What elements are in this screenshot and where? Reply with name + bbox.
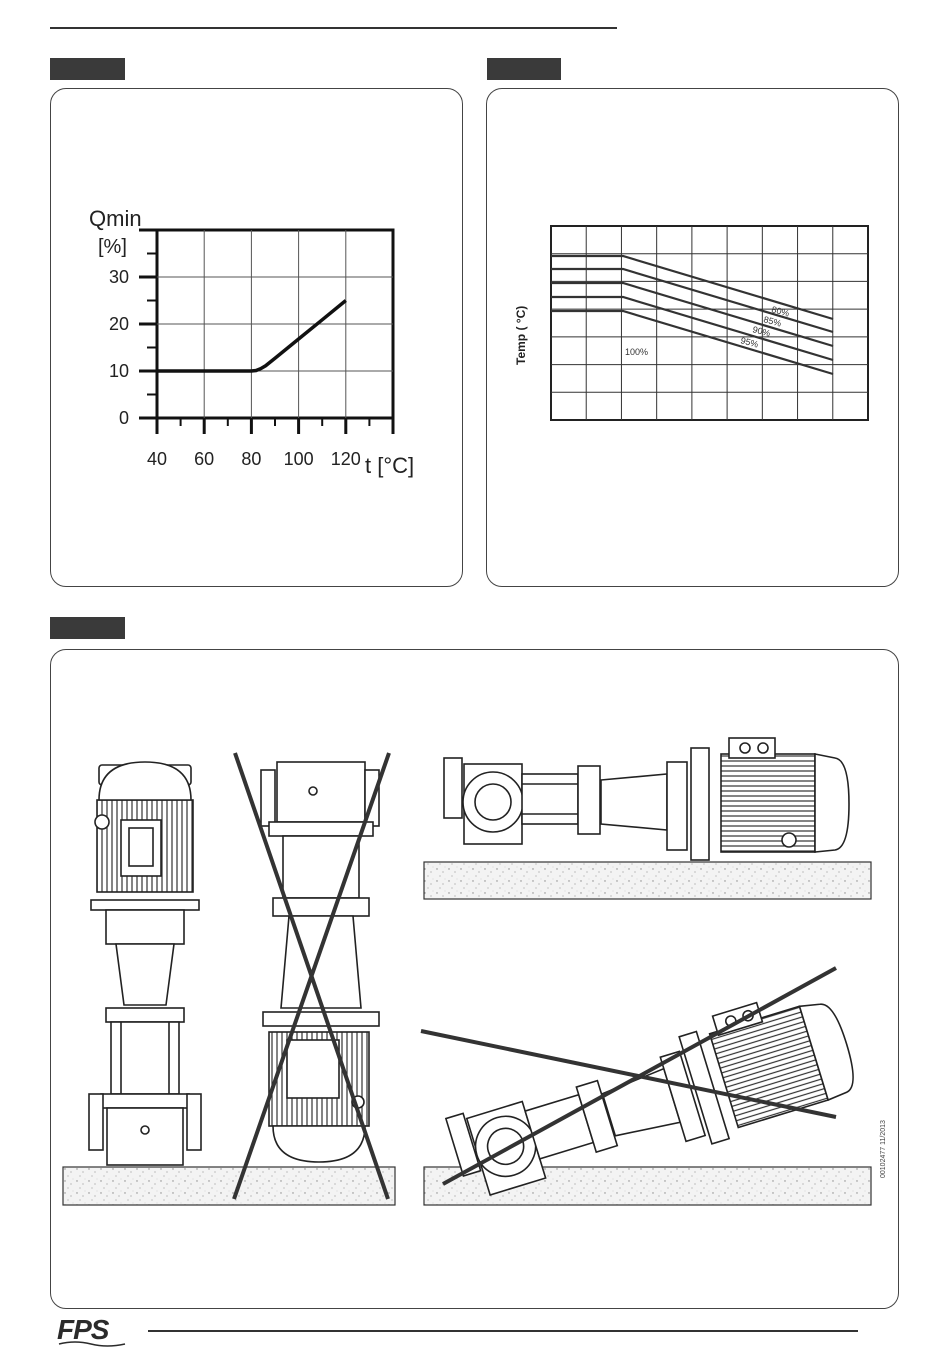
x-tick-label: 60 <box>194 449 215 469</box>
header-rule <box>50 27 617 29</box>
svg-text:FPS: FPS <box>57 1314 109 1345</box>
y-tick-label: 0 <box>118 408 129 428</box>
x-axis-label: t [°C] <box>365 453 415 478</box>
figure-tab-2 <box>487 58 561 80</box>
temperature-chart-panel <box>486 88 899 587</box>
temperature-chart <box>487 89 900 588</box>
qmin-chart <box>51 89 464 588</box>
horizontal-pump-icon <box>444 738 849 860</box>
footer-rule <box>148 1330 858 1332</box>
y-label-unit: [%] <box>98 236 127 258</box>
fps-logo <box>55 1314 139 1348</box>
x-tick-label: 100 <box>283 449 314 469</box>
label-100: 100% <box>625 347 649 357</box>
ground-slab-right-top <box>424 862 871 899</box>
x-tick-label: 40 <box>146 449 168 469</box>
label-80: 80% <box>770 304 791 319</box>
y-tick-label: 30 <box>108 267 129 287</box>
label-85: 85% <box>762 314 783 329</box>
label-90: 90% <box>751 324 772 339</box>
installation-panel <box>50 649 899 1309</box>
y-tick-label: 20 <box>108 314 129 334</box>
x-tick-label: 120 <box>330 449 361 469</box>
figure-tab-1 <box>50 58 125 80</box>
document-reference <box>872 1100 892 1180</box>
vertical-pump-upright-icon <box>89 762 201 1165</box>
installation-drawings <box>51 650 900 1310</box>
x-tick-label: 80 <box>241 449 262 469</box>
svg-text:00102477 11/2013: 00102477 11/2013 <box>880 1120 887 1178</box>
label-95: 95% <box>739 335 760 350</box>
vertical-pump-inverted-crossed-icon <box>261 762 379 1162</box>
y-label-qmin: Qmin <box>89 206 142 231</box>
y-tick-label: 10 <box>108 361 129 381</box>
y-axis-label-temp: Temp ( °C) <box>514 305 528 365</box>
qmin-chart-panel <box>50 88 463 587</box>
figure-tab-3 <box>50 617 125 639</box>
ground-slab-left <box>63 1167 395 1205</box>
